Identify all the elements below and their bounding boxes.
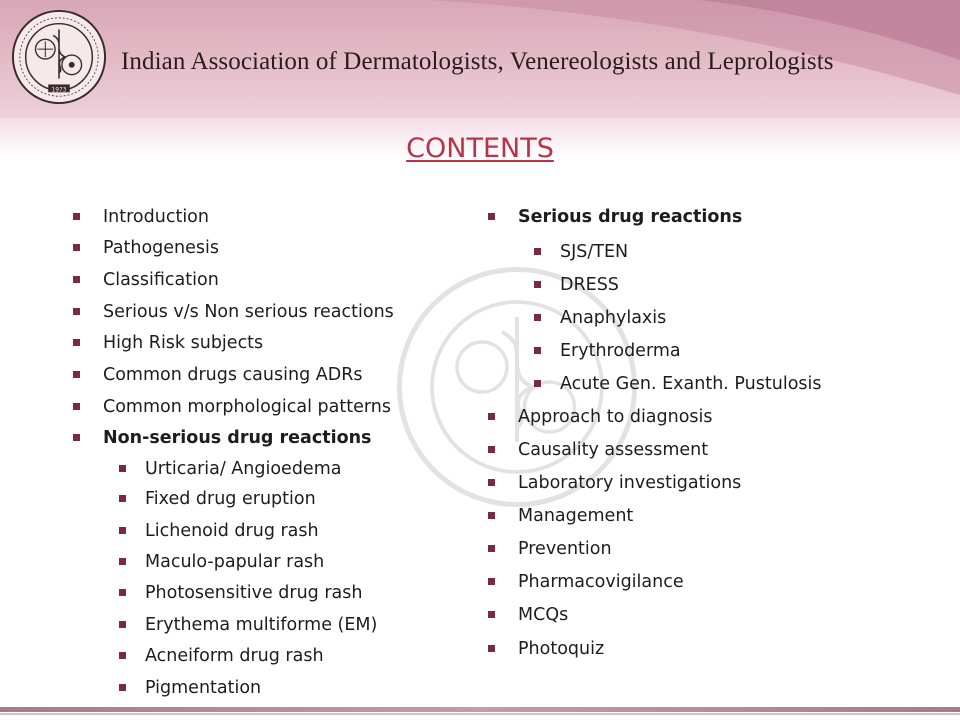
contents-item [103,427,371,449]
page-title: CONTENTS [406,133,554,164]
contents-item-label: Pharmacovigilance [518,572,684,592]
contents-item-label: Photosensitive drug rash [145,583,363,603]
square-bullet-icon [534,314,541,321]
contents-item-label: Classification [103,270,219,290]
contents-item-label: Pigmentation [145,678,262,698]
square-bullet-icon [488,446,495,453]
contents-subitem [145,582,362,604]
square-bullet-icon [488,545,495,552]
square-bullet-icon [119,621,126,628]
footer-rule-secondary [0,713,960,715]
contents-item [103,396,391,418]
contents-item [518,472,741,494]
square-bullet-icon [488,479,495,486]
contents-item-label: Introduction [103,207,209,227]
contents-item [518,604,568,626]
contents-subitem [560,274,619,296]
contents-subitem [145,677,261,699]
contents-item [518,406,713,428]
square-bullet-icon [488,645,495,652]
square-bullet-icon [73,244,80,251]
contents-item [103,269,219,291]
square-bullet-icon [73,434,80,441]
contents-item [518,638,604,660]
contents-item [103,237,219,259]
contents-item-label: Maculo-papular rash [145,552,325,572]
contents-subitem [145,645,324,667]
contents-item-label: Serious v/s Non serious reactions [103,302,394,322]
square-bullet-icon [488,512,495,519]
square-bullet-icon [534,380,541,387]
contents-subitem [560,373,822,395]
square-bullet-icon [488,213,495,220]
association-logo-icon [10,8,108,106]
contents-item-label: MCQs [518,605,569,625]
logo-year: 1973 [51,87,67,94]
contents-item-label: Causality assessment [518,440,709,460]
contents-item-label: Common drugs causing ADRs [103,365,363,385]
contents-item-label: Erythroderma [560,341,681,361]
square-bullet-icon [73,276,80,283]
contents-item-label: Lichenoid drug rash [145,521,319,541]
contents-item-label: High Risk subjects [103,333,264,353]
organization-title: Indian Association of Dermatologists, Venereologists and Leprologists [121,48,834,75]
square-bullet-icon [488,413,495,420]
contents-subitem [145,520,319,542]
contents-item-label: Pathogenesis [103,238,219,258]
contents-item [103,332,263,354]
contents-item [518,571,684,593]
contents-item [518,505,633,527]
contents-item-label: Laboratory investigations [518,473,742,493]
contents-item-label: Acneiform drug rash [145,646,324,666]
contents-subitem [145,458,341,480]
contents-subitem [145,614,377,636]
square-bullet-icon [534,281,541,288]
contents-item-label: Serious drug reactions [518,207,743,227]
contents-item-label: Management [518,506,634,526]
square-bullet-icon [73,339,80,346]
square-bullet-icon [488,578,495,585]
square-bullet-icon [73,308,80,315]
contents-item-label: Photoquiz [518,639,605,659]
contents-item [103,206,209,228]
square-bullet-icon [488,611,495,618]
contents-subitem [560,241,628,263]
square-bullet-icon [119,495,126,502]
contents-subitem [560,340,681,362]
square-bullet-icon [119,652,126,659]
square-bullet-icon [119,558,126,565]
contents-subitem [145,551,324,573]
contents-item-label: Common morphological patterns [103,397,391,417]
contents-item-label: SJS/TEN [560,242,629,262]
contents-item [518,538,612,560]
square-bullet-icon [119,465,126,472]
contents-item-label: Erythema multiforme (EM) [145,615,378,635]
square-bullet-icon [73,213,80,220]
square-bullet-icon [73,403,80,410]
square-bullet-icon [119,684,126,691]
contents-subitem [560,307,666,329]
contents-item-label: Acute Gen. Exanth. Pustulosis [560,374,822,394]
contents-item-label: Non-serious drug reactions [103,428,372,448]
contents-item [518,439,708,461]
contents-item [103,301,394,323]
contents-item-label: Approach to diagnosis [518,407,713,427]
contents-item-label: Prevention [518,539,612,559]
contents-item-label: Urticaria/ Angioedema [145,459,342,479]
square-bullet-icon [119,527,126,534]
square-bullet-icon [119,589,126,596]
footer-rule [0,707,960,712]
contents-item-label: Anaphylaxis [560,308,667,328]
contents-item [518,206,742,228]
contents-item [103,364,362,386]
contents-item-label: Fixed drug eruption [145,489,316,509]
square-bullet-icon [73,371,80,378]
square-bullet-icon [534,248,541,255]
contents-item-label: DRESS [560,275,619,295]
contents-subitem [145,488,316,510]
square-bullet-icon [534,347,541,354]
